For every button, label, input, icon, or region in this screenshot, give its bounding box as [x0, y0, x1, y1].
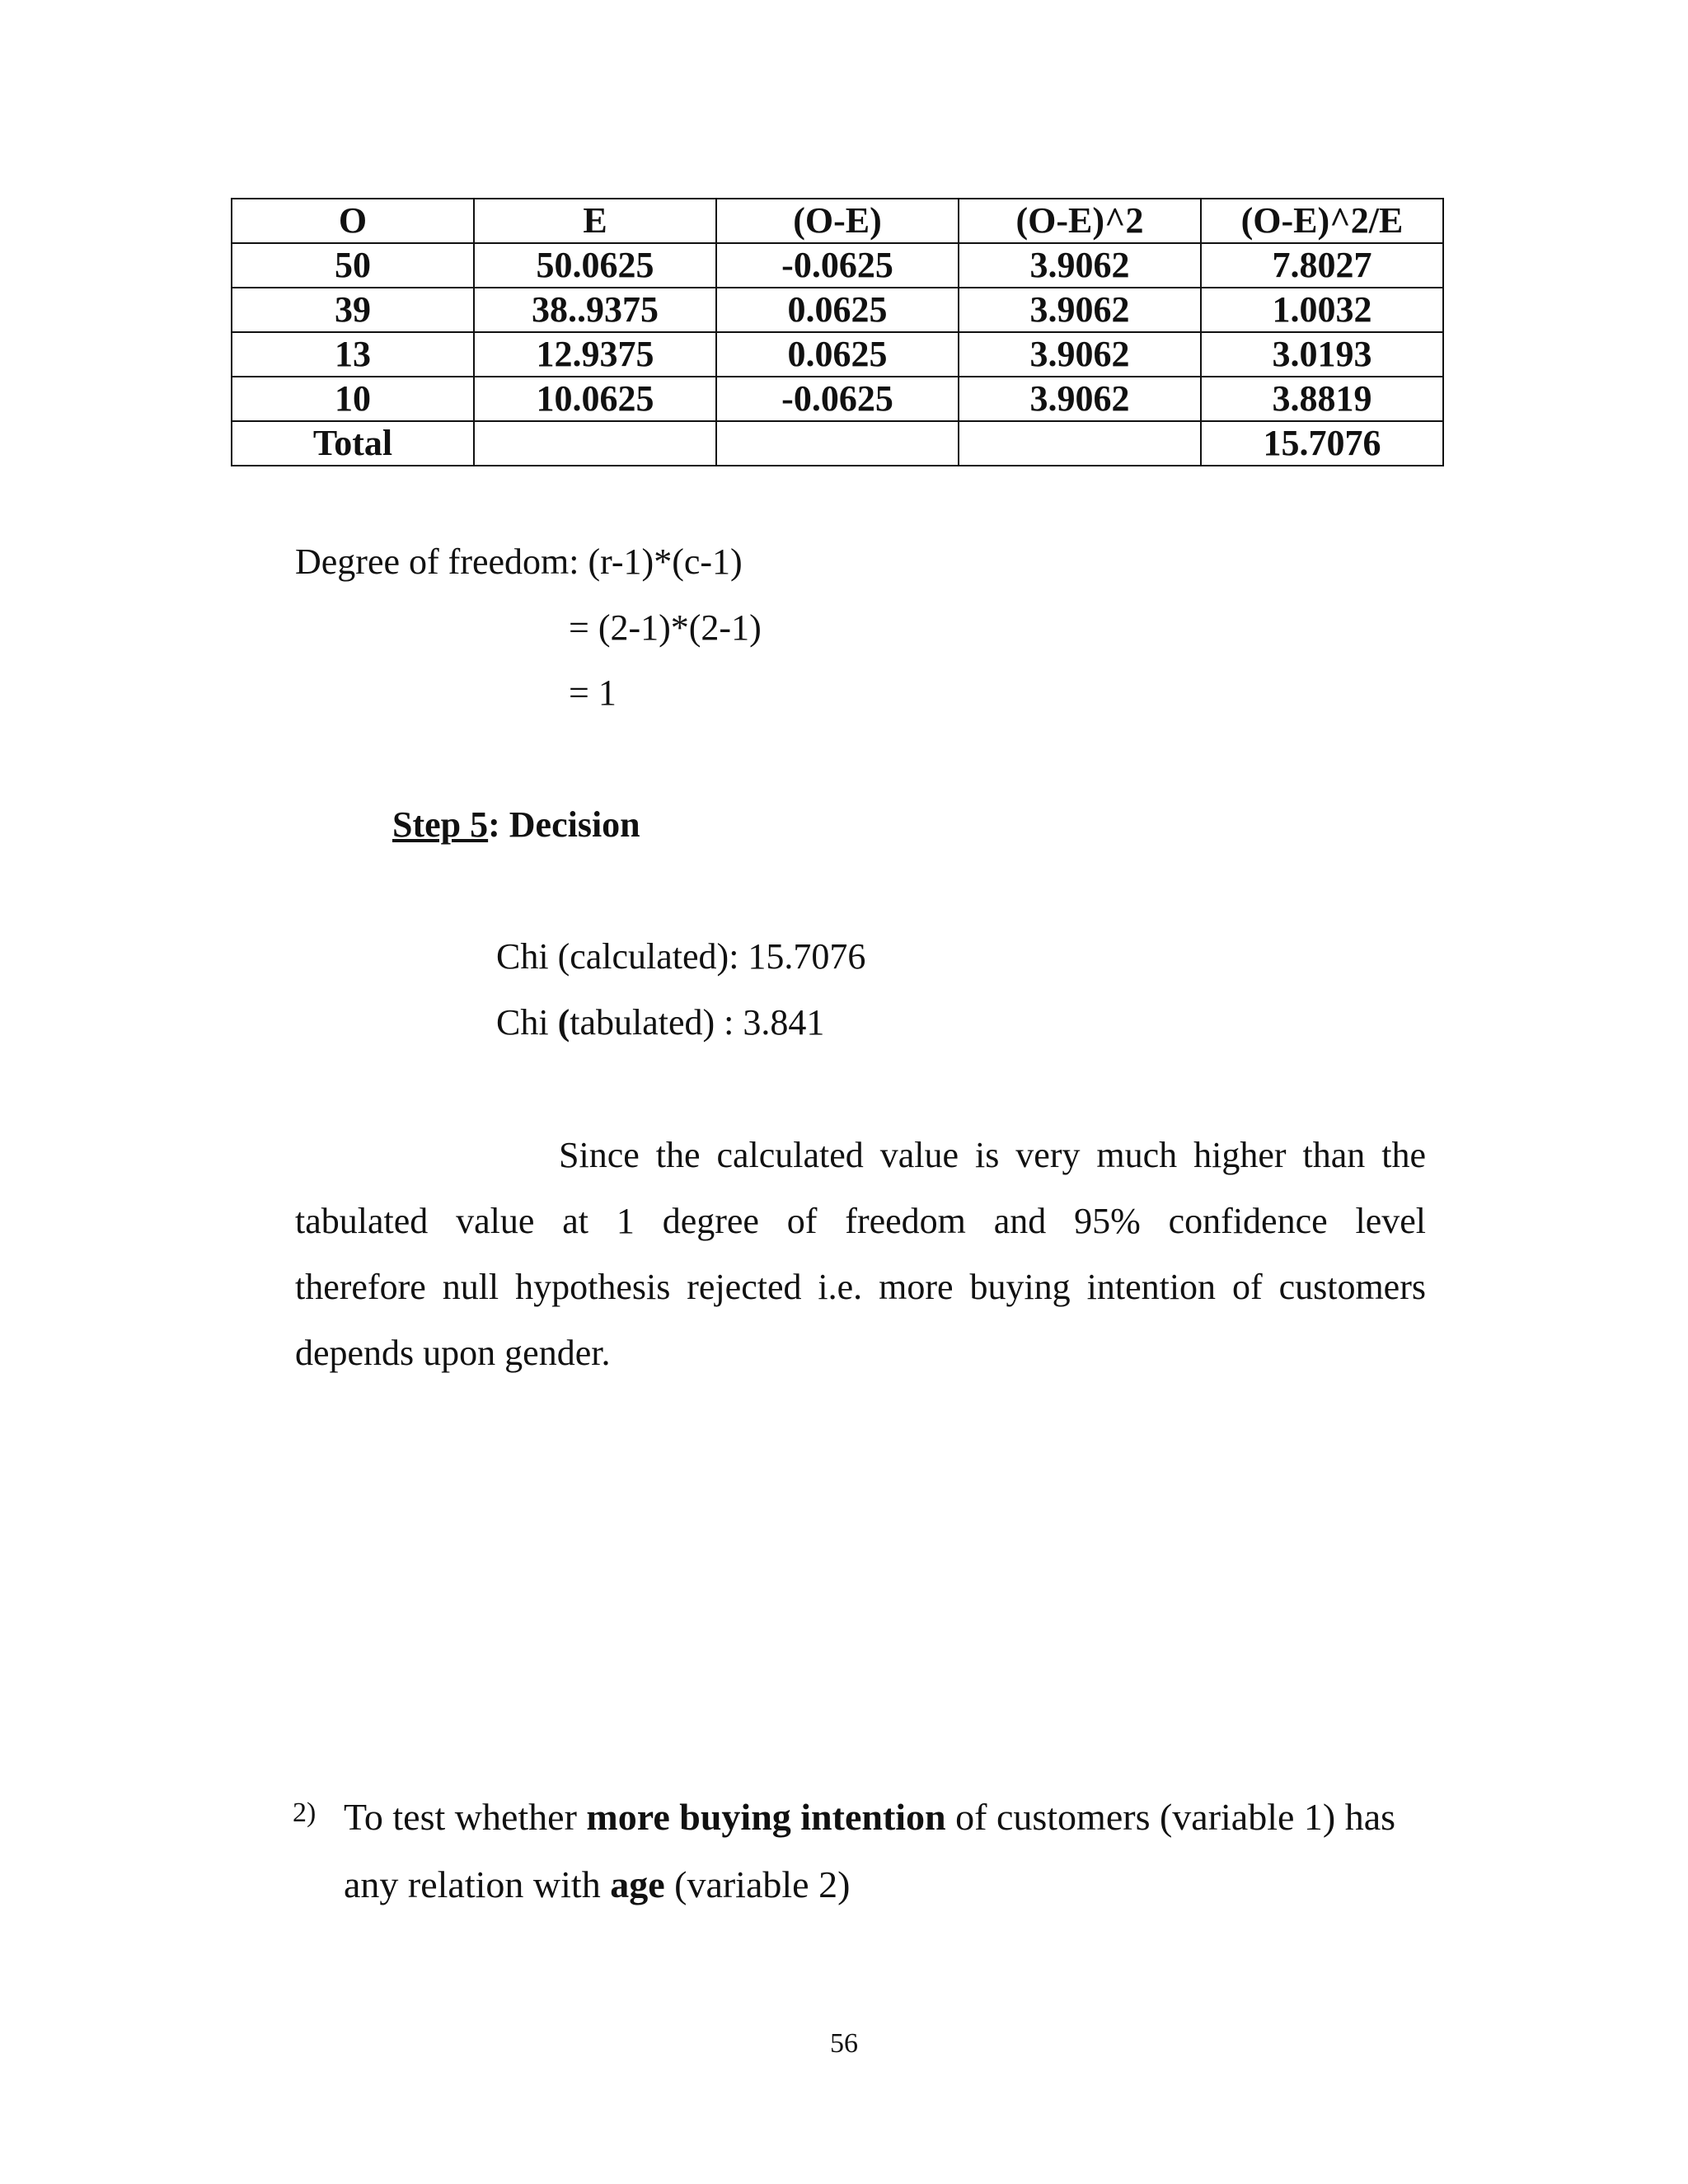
table-cell: 13 — [232, 332, 474, 377]
header-e: E — [474, 199, 716, 243]
step-heading-underlined: Step 5 — [392, 804, 489, 845]
table-row — [232, 377, 1443, 421]
table-cell: Total — [232, 421, 474, 466]
table-cell: 12.9375 — [474, 332, 716, 377]
table-cell: 1.0032 — [1201, 288, 1443, 332]
chi-calculated: Chi (calculated): 15.7076 — [496, 936, 866, 977]
item-text-part: To test whether — [344, 1796, 587, 1838]
chi-tabulated-paren: ( — [557, 1002, 570, 1043]
table-cell: 0.0625 — [716, 288, 959, 332]
table-row — [232, 288, 1443, 332]
table-cell: 10.0625 — [474, 377, 716, 421]
table-cell: 15.7076 — [1201, 421, 1443, 466]
table-cell: 3.9062 — [959, 377, 1201, 421]
table-cell: 3.9062 — [959, 288, 1201, 332]
table-cell: 3.0193 — [1201, 332, 1443, 377]
header-o-minus-e-squared: (O-E)^2 — [959, 199, 1201, 243]
item-text — [344, 1783, 1456, 1919]
table-total-row — [232, 421, 1443, 466]
chi-square-table — [231, 198, 1444, 466]
table-cell: 0.0625 — [716, 332, 959, 377]
step-heading — [392, 804, 640, 846]
conclusion-paragraph — [295, 1122, 1426, 1386]
table-cell: 10 — [232, 377, 474, 421]
table-cell: 3.8819 — [1201, 377, 1443, 421]
step-heading-rest: : Decision — [488, 804, 640, 845]
table-cell: -0.0625 — [716, 243, 959, 288]
table-cell: 3.9062 — [959, 243, 1201, 288]
table-cell: -0.0625 — [716, 377, 959, 421]
header-o-minus-e: (O-E) — [716, 199, 959, 243]
table-cell — [716, 421, 959, 466]
table-cell: 39 — [232, 288, 474, 332]
table-cell: 3.9062 — [959, 332, 1201, 377]
degree-of-freedom-label: Degree of freedom: (r-1)*(c-1) — [295, 541, 743, 582]
paragraph-line: therefore null hypothesis rejected i.e. more buying intention of customers — [295, 1267, 1426, 1307]
header-o: O — [232, 199, 474, 243]
chi-tabulated — [496, 1001, 824, 1044]
table-cell: 50.0625 — [474, 243, 716, 288]
paragraph-line: depends upon gender. — [295, 1333, 611, 1373]
table-cell — [959, 421, 1201, 466]
paragraph-line: Since the calculated value is very much higher than the — [559, 1135, 1426, 1175]
chi-tabulated-rest: tabulated) : 3.841 — [570, 1002, 825, 1043]
table-header-row — [232, 199, 1443, 243]
item-text-part: (variable 2) — [664, 1863, 851, 1905]
table-cell: 38..9375 — [474, 288, 716, 332]
table-cell: 7.8027 — [1201, 243, 1443, 288]
table-row — [232, 332, 1443, 377]
item-text-part: of customers (variable 1) has any relation with — [344, 1796, 1396, 1905]
item-bold-variable-1: more buying intention — [586, 1796, 946, 1838]
chi-tabulated-prefix: Chi — [496, 1002, 558, 1043]
degree-of-freedom-step: = (2-1)*(2-1) — [569, 607, 762, 648]
table-row — [232, 243, 1443, 288]
table-cell: 50 — [232, 243, 474, 288]
header-o-minus-e-squared-over-e: (O-E)^2/E — [1201, 199, 1443, 243]
item-bold-variable-2: age — [610, 1863, 665, 1905]
table-cell — [474, 421, 716, 466]
degree-of-freedom-result: = 1 — [569, 673, 617, 713]
paragraph-line: tabulated value at 1 degree of freedom and 95% confidence level — [295, 1201, 1426, 1241]
item-number: 2) — [293, 1797, 316, 1828]
page-number: 56 — [830, 2028, 858, 2059]
